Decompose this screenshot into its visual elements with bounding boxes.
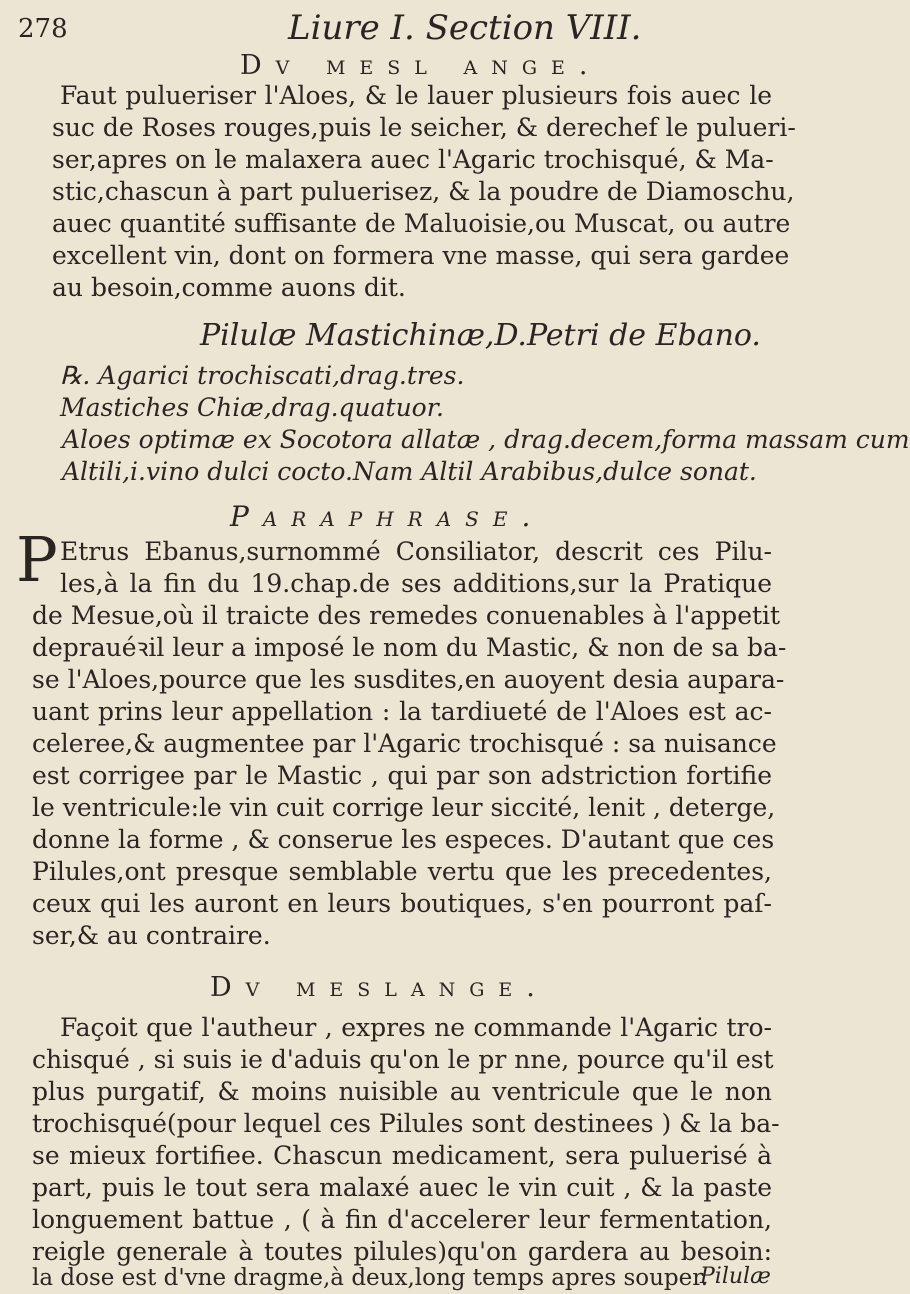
section-heading-meslange-2: Dv meslange. (210, 972, 549, 1003)
drop-cap: P (16, 523, 58, 596)
text-line: Pilules,ont presque semblable vertu que les precedentes, (32, 857, 772, 886)
text-line: reigle generale à toutes pilules)qu'on gardera au besoin: (32, 1237, 772, 1266)
text-line: stic,chascun à part puluerisez, & la poudre de Diamoschu, (52, 177, 795, 206)
text-line: se mieux fortifiee. Chascun medicament, sera puluerisé à (32, 1141, 772, 1170)
text-line: suc de Roses rouges,puis le seicher, & derechef le pulueri- (52, 113, 796, 142)
section-heading-meslange: Dv mesl ange. (240, 50, 602, 81)
text-line: ceux qui les auront en leurs boutiques, s'en pourront paſ- (32, 889, 772, 918)
text-line: celeree,& augmentee par l'Agaric trochisqué : sa nuisance (32, 729, 777, 758)
text-line: auec quantité suffisante de Maluoisie,ou Muscat, ou autre (52, 209, 791, 238)
text-line: le ventricule:le vin cuit corrige leur siccité, lenit , deterge, (32, 793, 776, 822)
text-line: trochisqué(pour lequel ces Pilules sont destinees ) & la ba- (32, 1109, 780, 1138)
text-line: longuement battue , ( à fin d'accelerer leur fermentation, (32, 1205, 772, 1234)
text-line: deprauéꝛil leur a imposé le nom du Mastic, & non de sa ba- (32, 633, 787, 662)
text-line: part, puis le tout sera malaxé auec le vin cuit , & la paste (32, 1173, 772, 1202)
recipe-line: ℞. Agarici trochiscati,drag.tres. (60, 361, 465, 390)
text-line: excellent vin, dont on formera vne masse, qui sera gardee (52, 241, 790, 270)
running-title: Liure I. Section VIII. (288, 8, 642, 48)
recipe-title: Pilulæ Mastichinæ,D.Petri de Ebano. (200, 318, 761, 353)
text-line: plus purgatif, & moins nuisible au ventricule que le non (32, 1077, 772, 1106)
text-line: se l'Aloes,pource que les susdites,en auoyent desia aupara- (32, 665, 785, 694)
text-line: chisqué , si suis ie d'aduis qu'on le pr nne, pource qu'il est (32, 1045, 774, 1074)
text-line: Faut pulueriser l'Aloes, & le lauer plusieurs fois auec le (60, 81, 772, 110)
paraphrase-heading: Paraphrase. (230, 500, 545, 533)
text-line: ser,apres on le malaxera auec l'Agaric trochisqué, & Ma- (52, 145, 774, 174)
recipe-line: Mastiches Chiæ,drag.quatuor. (60, 393, 444, 422)
text-line: la dose est d'vne dragme,à deux,long temps apres souper. (32, 1265, 709, 1291)
text-line: de Mesue,où il traicte des remedes conuenables à l'appetit (32, 601, 781, 630)
text-line: ser,& au contraire. (32, 921, 271, 950)
text-line: au besoin,comme auons dit. (52, 273, 406, 302)
recipe-line: Aloes optimæ ex Socotora allatæ , drag.decem,forma massam cum (62, 425, 910, 454)
text-line: les,à la fin du 19.chap.de ses additions,sur la Pratique (60, 569, 772, 598)
text-line: Façoit que l'autheur , expres ne commande l'Agaric tro- (60, 1013, 772, 1042)
recipe-line: Altili,i.vino dulci cocto.Nam Altil Arabibus,dulce sonat. (62, 457, 757, 486)
text-line: Etrus Ebanus,surnommé Consiliator, descrit ces Pilu- (60, 537, 772, 566)
text-line: donne la forme , & conserue les especes. D'autant que ces (32, 825, 775, 854)
text-line: est corrigee par le Mastic , qui par son adstriction fortifie (32, 761, 772, 790)
text-line: uant prins leur appellation : la tardiueté de l'Aloes est ac- (32, 697, 772, 726)
page-number: 278 (18, 14, 68, 44)
catchword: Pilulæ (700, 1264, 771, 1289)
